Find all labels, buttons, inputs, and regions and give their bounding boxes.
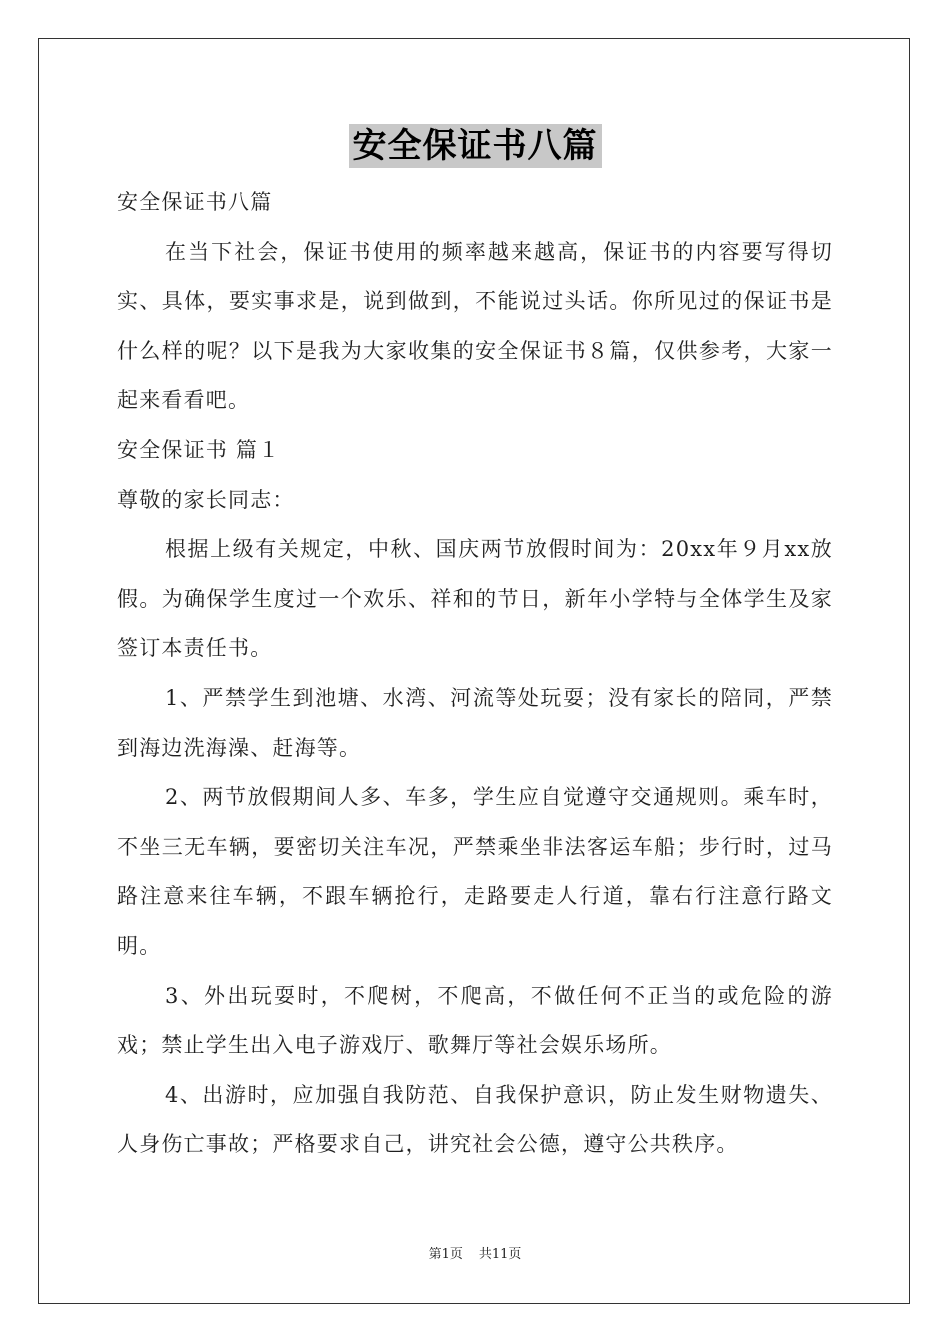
paragraph-section-heading: 安全保证书 篇１: [117, 437, 281, 462]
paragraph-subtitle: 安全保证书八篇: [117, 190, 273, 214]
title-area: [0, 124, 950, 168]
paragraph-salutation: 尊敬的家长同志：: [117, 487, 295, 512]
document-body: [117, 178, 833, 1170]
page-footer: [0, 1246, 950, 1264]
paragraph-rule-3: 3、外出玩耍时，不爬树，不爬高，不做任何不正当的或危险的游戏；禁止学生出入电子游戏厅、歌舞厅等社会娱乐场所。: [117, 983, 833, 1058]
paragraph-rule-1: 1、严禁学生到池塘、水湾、河流等处玩耍；没有家长的陪同，严禁到海边洗海澡、赶海等。: [117, 685, 833, 760]
paragraph-rule-2: 2、两节放假期间人多、车多，学生应自觉遵守交通规则。乘车时，不坐三无车辆，要密切关注车况，严禁乘坐非法客运车船；步行时，过马路注意来往车辆，不跟车辆抢行，走路要走人行道，靠右行注意行路文明。: [117, 785, 833, 958]
page-number: 第1页: [428, 1247, 463, 1262]
paragraph-intro: 在当下社会，保证书使用的频率越来越高，保证书的内容要写得切实、具体，要实事求是，说到做到，不能说过头话。你所见过的保证书是什么样的呢？以下是我为大家收集的安全保证书８篇，仅供参考，大家一起来看看吧。: [117, 239, 833, 413]
page-total: 共11页: [478, 1247, 522, 1262]
document-title: 安全保证书八篇: [349, 124, 602, 168]
paragraph-body: 根据上级有关规定，中秋、国庆两节放假时间为：20xx年９月xx放假。为确保学生度过一个欢乐、祥和的节日，新年小学特与全体学生及家签订本责任书。: [117, 537, 833, 661]
paragraph-rule-4: 4、出游时，应加强自我防范、自我保护意识，防止发生财物遗失、人身伤亡事故；严格要求自己，讲究社会公德，遵守公共秩序。: [117, 1082, 833, 1157]
